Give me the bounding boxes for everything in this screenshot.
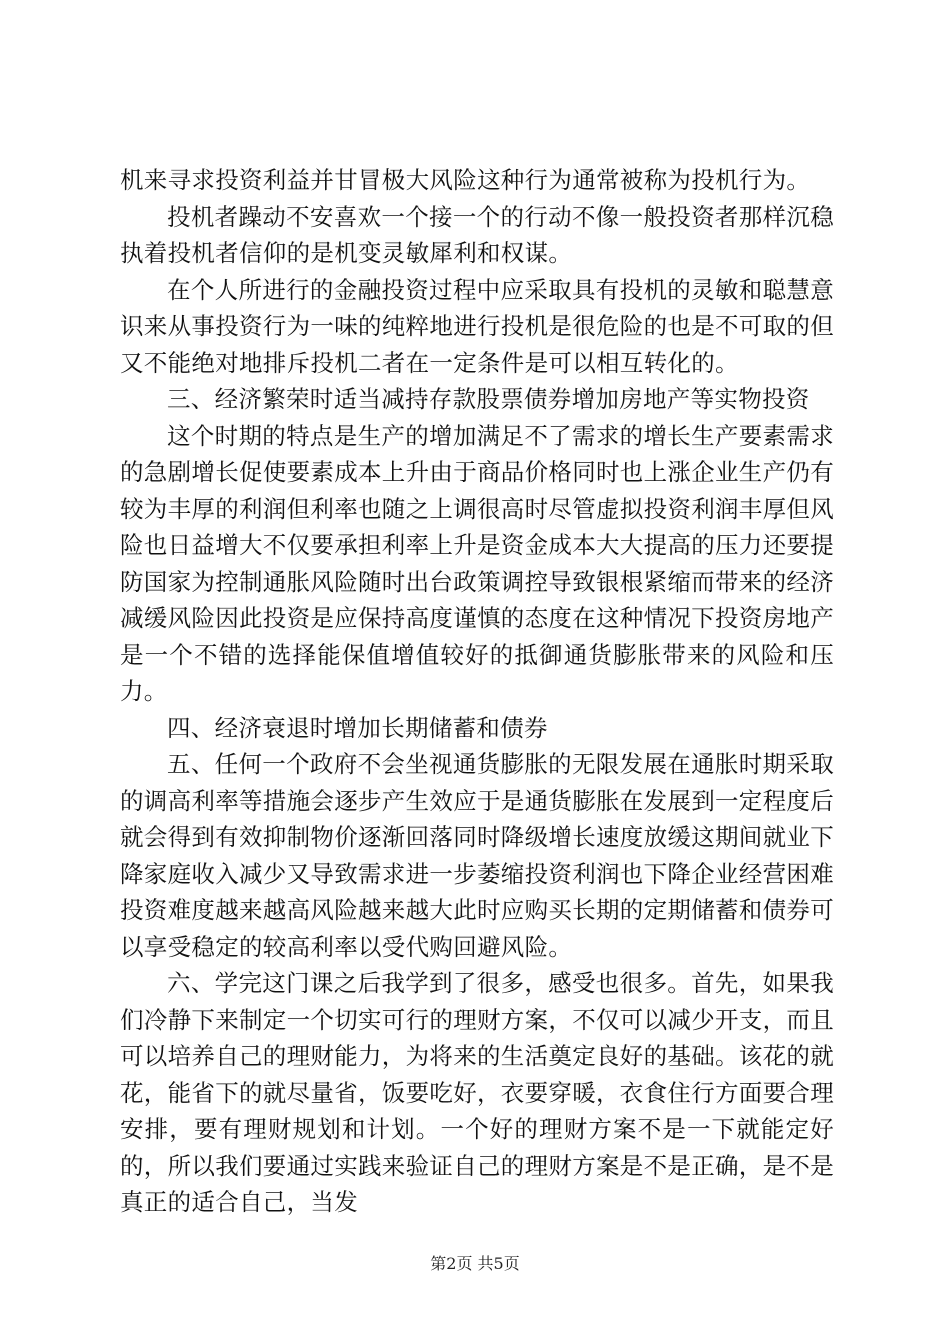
document-body (120, 162, 834, 1221)
paragraph-speculator-character: 投机者躁动不安喜欢一个接一个的行动不像一般投资者那样沉稳执着投机者信仰的是机变灵敏犀利和权谋。 (120, 202, 834, 267)
section-heading-four: 四、经济衰退时增加长期储蓄和债券 (167, 713, 548, 742)
paragraph-investment-speculation: 在个人所进行的金融投资过程中应采取具有投机的灵敏和聪慧意识来从事投资行为一味的纯粹地进行投机是很危险的也是不可取的但又不能绝对地排斥投机二者在一定条件是可以相互转化的。 (120, 275, 834, 377)
paragraph-section-five: 五、任何一个政府不会坐视通货膨胀的无限发展在通胀时期采取的调高利率等措施会逐步产生效应于是通货膨胀在发展到一定程度后就会得到有效抑制物价逐渐回落同时降级增长速度放缓这期间就业下降家庭收入减少又导致需求进一步萎缩投资利润也下降企业经营困难投资难度越来越高风险越来越大此时应购买长期的定期储蓄和债券可以享受稳定的较高利率以受代购回避风险。 (120, 750, 834, 961)
paragraph-continuation: 机来寻求投资利益并甘冒极大风险这种行为通常被称为投机行为。 (120, 166, 811, 194)
page-number-footer: 第2页 共5页 (430, 1254, 520, 1273)
paragraph-boom-period: 这个时期的特点是生产的增加满足不了需求的增长生产要素需求的急剧增长促使要素成本上升由于商品价格同时也上涨企业生产仍有较为丰厚的利润但利率也随之上调很高时尽管虚拟投资利润丰厚但风险也日益增大不仅要承担利率上升是资金成本大大提高的压力还要提防国家为控制通胀风险随时出台政策调控导致银根紧缩而带来的经济减缓风险因此投资是应保持高度谨慎的态度在这种情况下投资房地产是一个不错的选择能保值增值较好的抵御通货膨胀带来的风险和压力。 (120, 421, 834, 705)
paragraph-section-six: 六、学完这门课之后我学到了很多，感受也很多。首先，如果我们冷静下来制定一个切实可行的理财方案，不仅可以减少开支，而且可以培养自己的理财能力，为将来的生活奠定良好的基础。该花的就花，能省下的就尽量省，饭要吃好，衣要穿暖，衣食住行方面要合理安排，要有理财规划和计划。一个好的理财方案不是一下就能定好的，所以我们要通过实践来验证自己的理财方案是不是正确，是不是真正的适合自己，当发 (120, 969, 834, 1216)
section-heading-three: 三、经济繁荣时适当减持存款股票债券增加房地产等实物投资 (167, 385, 810, 413)
